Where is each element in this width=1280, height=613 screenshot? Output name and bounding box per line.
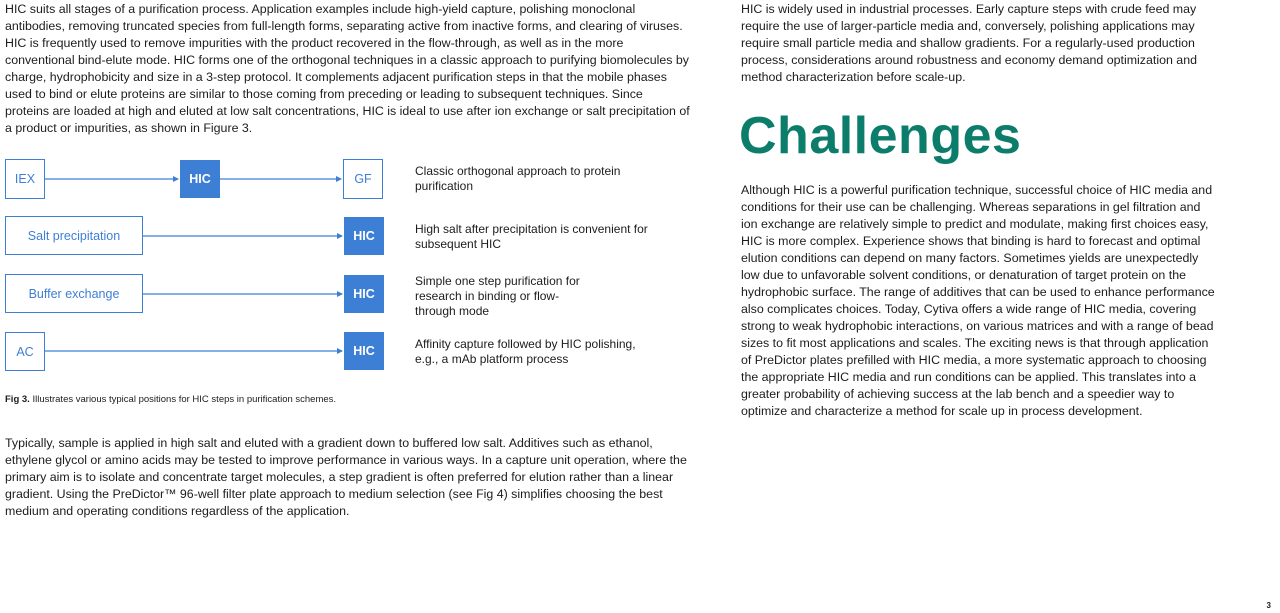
caption-text: Illustrates various typical positions for HIC steps in purification schemes. [29,394,337,405]
desc-high-salt: High salt after precipitation is convenient for subsequent HIC [415,222,648,251]
buffer-exchange-box: Buffer exchange [5,274,143,313]
challenges-heading: Challenges [739,107,1022,165]
challenges-paragraph: Although HIC is a powerful purification technique, successful choice of HIC media and conditions for their use can be challenging. Whereas separations in gel filtration and ion exchange are relatively simple to predict and modulate, making first choices easy, HIC is more complex. Experience shows that binding is hard to forecast and optimal elution conditions can depend on many factors. Sometimes yields are unexpectedly low due to unfavorable solvent conditions, or denaturation of target protein on the hydrophobic surface. The range of additives that can be used to enhance performance also complicates choices. Today, Cytiva offers a wide range of HIC media, covering strong to weak hydrophobic interactions, on various matrices and with a range of bead sizes to fit most applications and scales. The exciting news is that through application of PreDictor plates prefilled with HIC media, a more systematic approach to choosing the appropriate HIC media and run conditions can be applied. This translates into a greater probability of achieving success at the lab bench and a speedier way to optimize and characterize a method for scale up in process development. [741,183,1215,418]
desc-simple-step: Simple one step purification for research in binding or flow-through mode [415,274,580,318]
hic-box-ac: HIC [344,332,384,370]
purification-diagram [5,155,695,385]
intro-paragraph: HIC suits all stages of a purification process. Application examples include high-yield capture, polishing monoclonal antibodies, removing truncated species from full-length forms, separating active from inactive forms, and clearing of viruses. HIC is frequently used to remove impurities with the product recovered in the flow-through, as well as in the more conventional bind-elute mode. HIC forms one of the orthogonal techniques in a classic approach to purifying biomolecules by charge, hydrophobicity and size in a 3-step protocol. It complements adjacent purification steps in that the mobile phases used to bind or elute proteins are similar to those coming from preceding or leading to subsequent techniques. Since proteins are loaded at high and eluted at low salt concentrations, HIC is ideal to use after ion exchange or salt precipitation of a product or impurities, as shown in Figure 3. [5,2,690,135]
hic-box-salt: HIC [344,217,384,255]
iex-box: IEX [5,159,45,199]
figure-caption [5,394,336,405]
page-number: 3 [1266,601,1271,610]
salt-precipitation-box: Salt precipitation [5,216,143,255]
second-paragraph: Typically, sample is applied in high salt and eluted with a gradient down to buffered low salt. Additives such as ethanol, ethylene glycol or amino acids may be tested to improve performance in various ways. In a capture unit operation, where the primary aim is to isolate and concentrate target molecules, a step gradient is often preferred for elution rather than a linear gradient. Using the PreDictor™ 96-well filter plate approach to medium selection (see Fig 4) simplifies choosing the best medium and operating conditions regardless of the application. [5,436,687,518]
hic-box-buffer: HIC [344,275,384,313]
industrial-paragraph: HIC is widely used in industrial processes. Early capture steps with crude feed may require the use of larger-particle media and, conversely, polishing applications may require small particle media and shallow gradients. For a regularly-used production process, considerations around robustness and economy demand optimization and method characterization before scale-up. [741,2,1197,84]
gf-box: GF [343,159,383,199]
desc-classic: Classic orthogonal approach to protein purification [415,164,621,193]
ac-box: AC [5,332,45,371]
desc-affinity: Affinity capture followed by HIC polishing, e.g., a mAb platform process [415,337,636,366]
caption-label: Fig 3. [5,394,30,405]
hic-box-middle: HIC [180,160,220,198]
